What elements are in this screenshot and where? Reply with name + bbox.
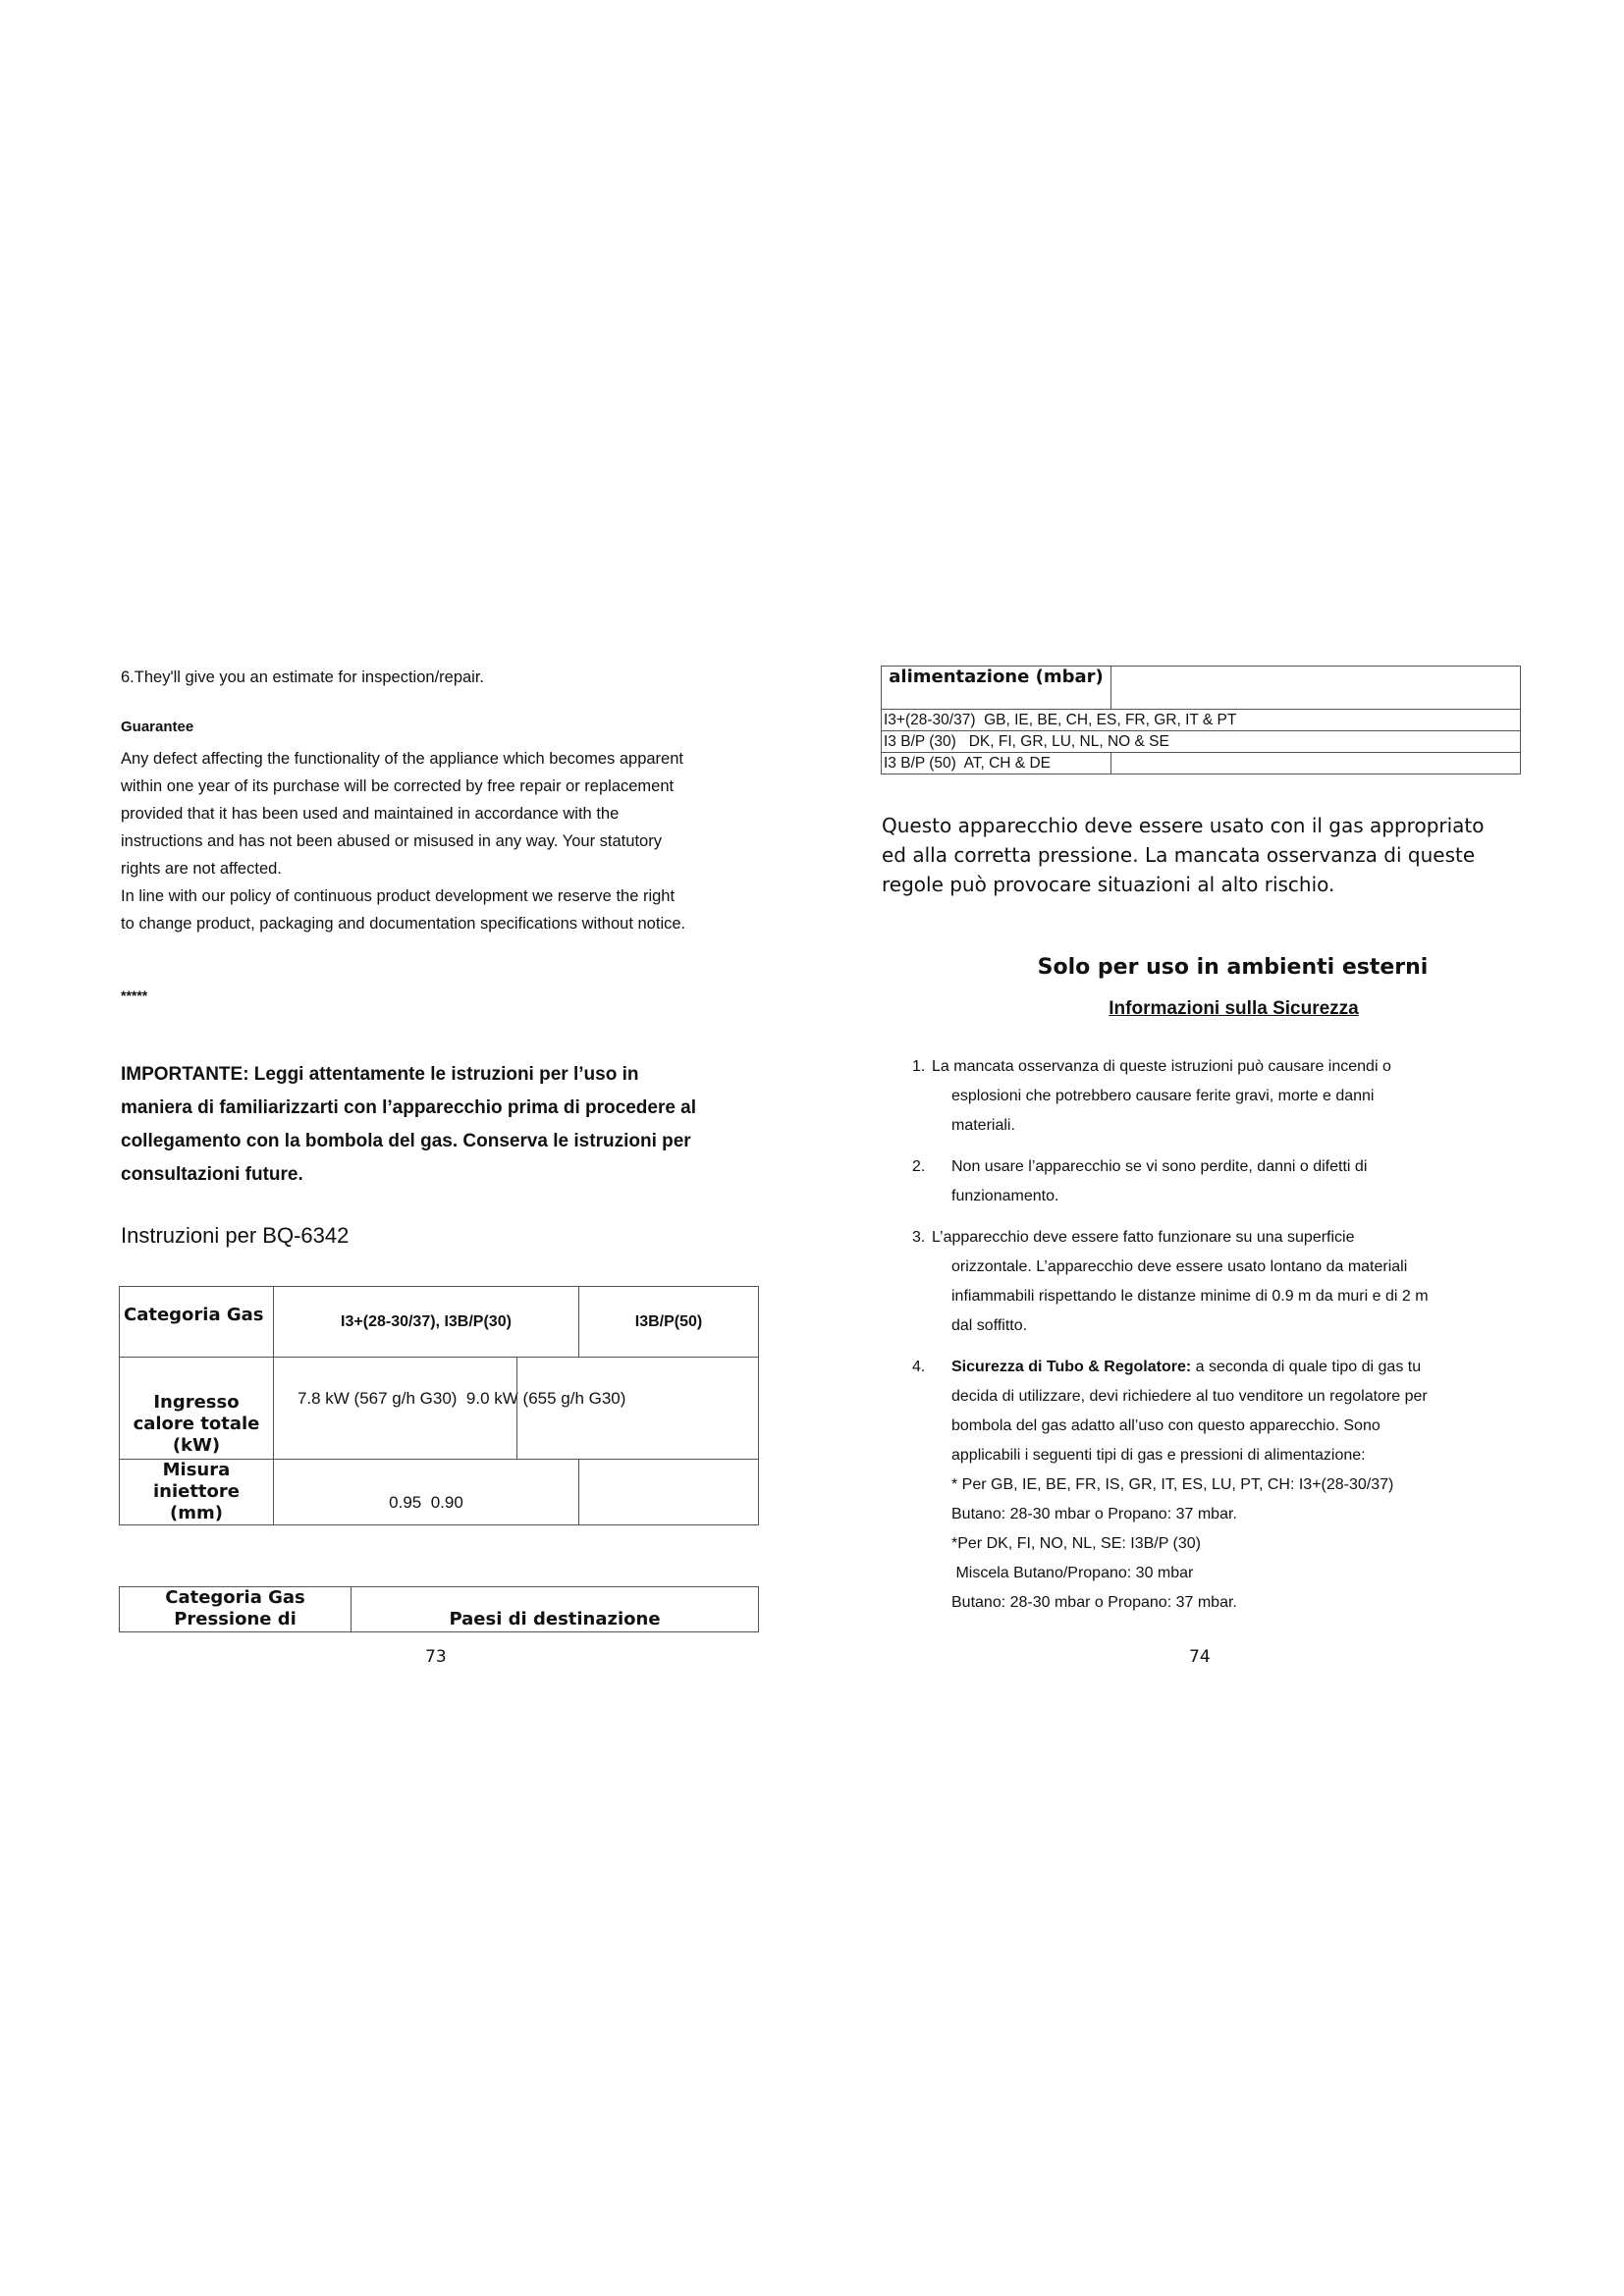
list-item-number: 2. — [912, 1158, 926, 1175]
list-item-line: * Per GB, IE, BE, FR, IS, GR, IT, ES, LU, PT, CH: I3+(28-30/37) — [951, 1476, 1394, 1493]
injector-label: Misura iniettore (mm) — [120, 1460, 274, 1525]
list-item-line: *Per DK, FI, NO, NL, SE: I3B/P (30) — [951, 1535, 1202, 1552]
country-col1-header: Categoria Gas Pressione di — [120, 1587, 352, 1632]
injector-empty-cell — [579, 1460, 759, 1525]
country-pressure-header: alimentazione (mbar) — [882, 667, 1111, 710]
guarantee-line: instructions and has not been abused or misused in any way. Your statutory — [121, 832, 662, 850]
list-item — [912, 1353, 1599, 1618]
spec-col1-header: I3+(28-30/37), I3B/P(30) — [273, 1287, 578, 1358]
gas-warning — [882, 811, 1485, 899]
gas-warning-line: Questo apparecchio deve essere usato con il gas appropriato — [882, 814, 1485, 837]
important-line: consultazioni future. — [121, 1164, 303, 1185]
list-item-line: bombola del gas adatto all’uso con questo apparecchio. Sono — [951, 1417, 1380, 1434]
list-item-line — [912, 1353, 1599, 1382]
guarantee-line: to change product, packaging and documentation specifications without notice. — [121, 915, 686, 933]
outdoor-use-title: Solo per uso in ambienti esterni — [1037, 955, 1429, 980]
list-item-line: L’apparecchio deve essere fatto funzionare su una superficie — [932, 1229, 1355, 1246]
safety-info-title: Informazioni sulla Sicurezza — [1109, 998, 1359, 1019]
list-item-line: funzionamento. — [951, 1188, 1059, 1204]
safety-list — [912, 1052, 1599, 1618]
important-line: maniera di familiarizzarti con l’apparecchio prima di procedere al — [121, 1097, 697, 1118]
guarantee-line: In line with our policy of continuous product development we reserve the right — [121, 887, 676, 905]
list-item — [912, 1052, 1599, 1141]
list-item-line: Non usare l’apparecchio se vi sono perdite, danni o difetti di — [951, 1158, 1368, 1175]
important-line: IMPORTANTE: Leggi attentamente le istruzioni per l’uso in — [121, 1064, 639, 1085]
country-table-start — [119, 1586, 759, 1632]
list-item-line: materiali. — [951, 1117, 1015, 1134]
heat-input-divider — [516, 1358, 517, 1459]
list-item — [912, 1152, 1599, 1211]
list-item-line: dal soffitto. — [951, 1317, 1028, 1334]
country-row-empty-cell — [1111, 753, 1521, 774]
list-item-line: Butano: 28-30 mbar o Propano: 37 mbar. — [951, 1506, 1237, 1522]
important-notice — [121, 1058, 696, 1192]
spec-table — [119, 1286, 759, 1525]
list-item-line: infiammabili rispettando le distanze minime di 0.9 m da muri e di 2 m — [951, 1288, 1429, 1305]
spec-category-label: Categoria Gas — [120, 1287, 274, 1358]
country-row: I3 B/P (50) AT, CH & DE — [882, 753, 1111, 774]
list-item — [912, 1223, 1599, 1341]
country-header-empty-cell — [1111, 667, 1521, 710]
heat-input-label: Ingresso calore totale (kW) — [120, 1358, 274, 1460]
list-item-line: Butano: 28-30 mbar o Propano: 37 mbar. — [951, 1594, 1237, 1611]
heat-input-cell — [273, 1358, 758, 1460]
guarantee-line: within one year of its purchase will be corrected by free repair or replacement — [121, 777, 675, 795]
guarantee-text — [121, 745, 788, 937]
list-item-line: Miscela Butano/Propano: 30 mbar — [951, 1565, 1194, 1581]
list-item-line: La mancata osservanza di queste istruzioni può causare incendi o — [932, 1058, 1391, 1075]
right-page — [812, 0, 1624, 2296]
country-row: I3 B/P (30) DK, FI, GR, LU, NL, NO & SE — [882, 731, 1521, 753]
separator-stars: ***** — [121, 988, 148, 1003]
country-row: I3+(28-30/37) GB, IE, BE, CH, ES, FR, GR, IT & PT — [882, 710, 1521, 731]
list-item-number: 1. — [912, 1058, 926, 1075]
list-item-line: esplosioni che potrebbero causare ferite gravi, morte e danni — [951, 1088, 1375, 1104]
instructions-title: Instruzioni per BQ-6342 — [121, 1223, 350, 1248]
guarantee-line: Any defect affecting the functionality of the appliance which becomes apparent — [121, 750, 683, 768]
heat-input-values: 7.8 kW (567 g/h G30) 9.0 kW (655 g/h G30) — [297, 1389, 626, 1408]
list-item-line: orizzontale. L’apparecchio deve essere usato lontano da materiali — [951, 1258, 1408, 1275]
spec-col2-header: I3B/P(50) — [579, 1287, 759, 1358]
gas-warning-line: ed alla corretta pressione. La mancata osservanza di queste — [882, 843, 1476, 867]
guarantee-line: rights are not affected. — [121, 860, 282, 878]
country-col2-header: Paesi di destinazione — [352, 1587, 759, 1632]
list-item-number: 4. — [912, 1359, 926, 1375]
guarantee-title: Guarantee — [121, 719, 194, 735]
page-number-left: 73 — [425, 1647, 447, 1667]
list-item-bold-lead: Sicurezza di Tubo & Regolatore: — [951, 1359, 1192, 1375]
list-item-lead-rest: a seconda di quale tipo di gas tu — [1191, 1359, 1422, 1375]
country-table-continued — [881, 666, 1521, 774]
injector-values: 0.95 0.90 — [273, 1460, 578, 1525]
list-item-number: 3. — [912, 1229, 926, 1246]
estimate-line: 6.They'll give you an estimate for inspection/repair. — [121, 668, 485, 686]
gas-warning-line: regole può provocare situazioni al alto rischio. — [882, 873, 1335, 896]
list-item-line: applicabili i seguenti tipi di gas e pressioni di alimentazione: — [951, 1447, 1366, 1464]
guarantee-line: provided that it has been used and maintained in accordance with the — [121, 805, 620, 823]
important-line: collegamento con la bombola del gas. Conserva le istruzioni per — [121, 1131, 691, 1151]
page-number-right: 74 — [1189, 1647, 1211, 1667]
list-item-line: decida di utilizzare, devi richiedere al tuo venditore un regolatore per — [951, 1388, 1428, 1405]
